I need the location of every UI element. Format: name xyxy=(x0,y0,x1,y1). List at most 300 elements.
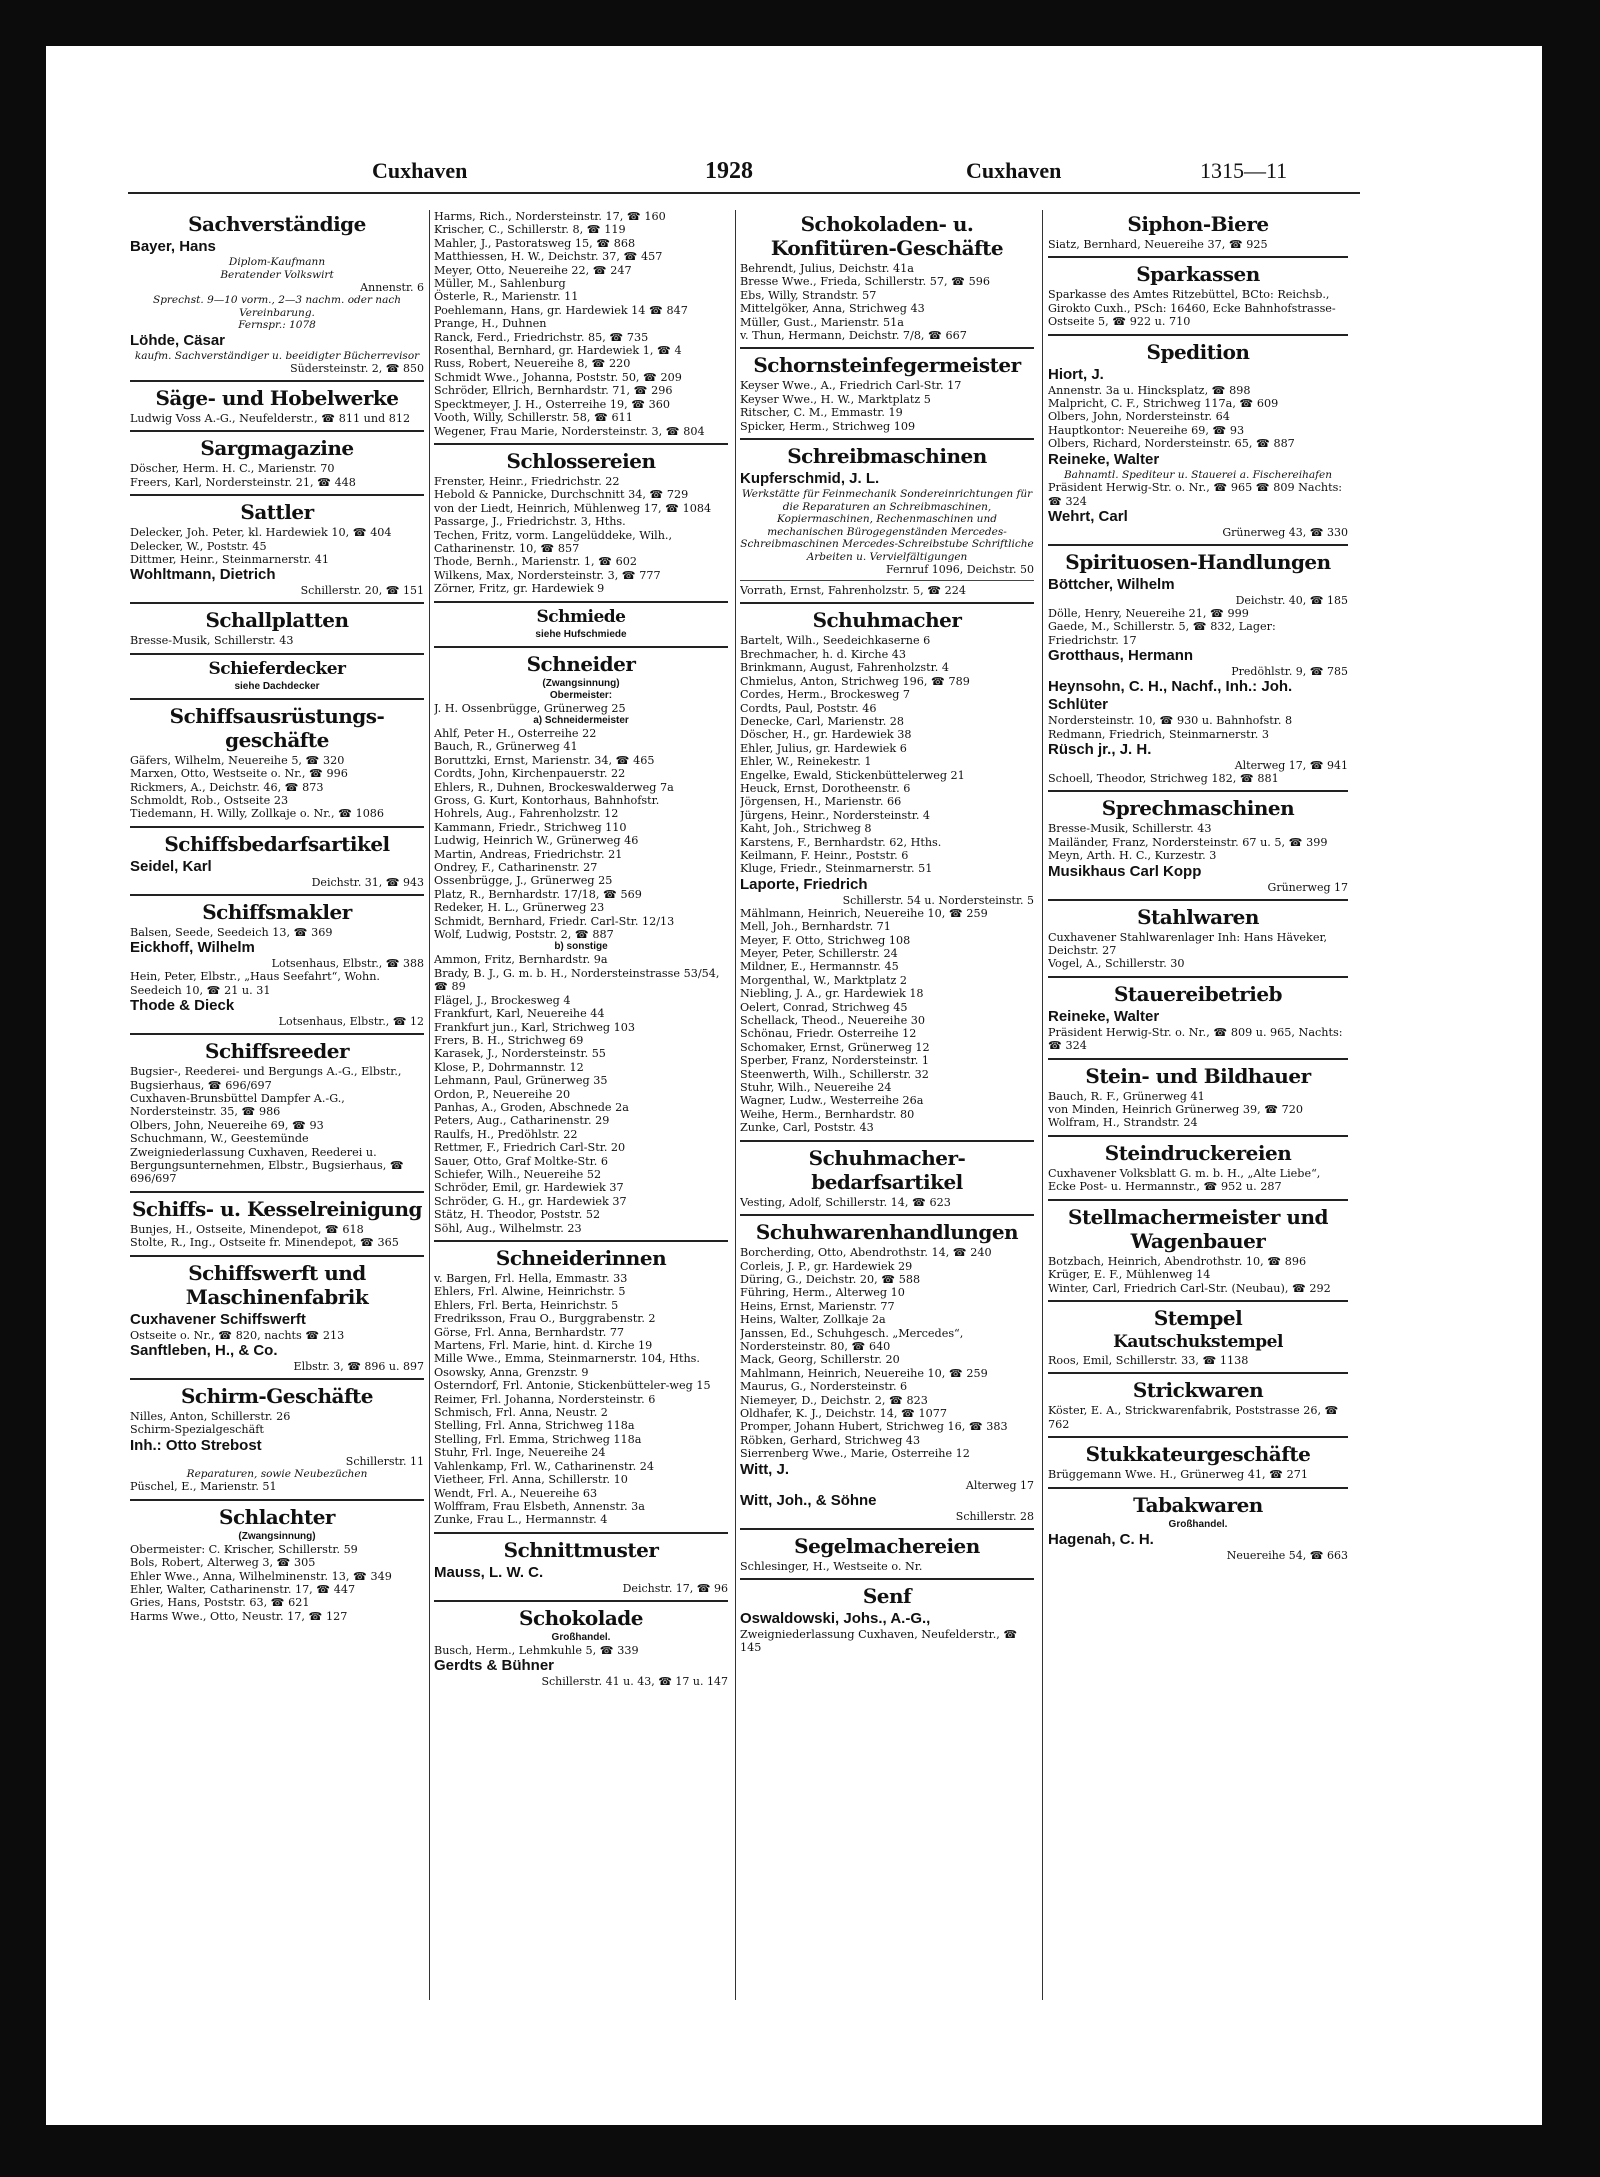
directory-entry: Stelling, Frl. Anna, Strichweg 118a xyxy=(434,1419,635,1433)
directory-entry: Krischer, C., Schillerstr. 8, ☎ 119 xyxy=(434,223,626,237)
section-rule xyxy=(1048,899,1348,901)
section-rule xyxy=(130,380,424,382)
directory-entry: Flägel, J., Brockesweg 4 xyxy=(434,993,571,1007)
directory-entry: v. Bargen, Frl. Hella, Emmastr. 33 xyxy=(434,1272,628,1285)
directory-entry: Ostseite o. Nr., ☎ 820, nachts ☎ 213 xyxy=(130,1328,345,1342)
section-heading: Siphon-Biere xyxy=(1127,212,1269,236)
bold-entry: Löhde, Cäsar xyxy=(130,331,226,349)
entry-address: Alterweg 17 xyxy=(965,1478,1034,1492)
directory-entry: Sierrenberg Wwe., Marie, Osterreihe 12 xyxy=(740,1447,970,1461)
directory-entry: Mell, Joh., Bernhardstr. 71 xyxy=(740,920,891,934)
directory-entry: Mailänder, Franz, Nordersteinstr. 67 u. 5, ☎ 399 xyxy=(1048,835,1328,849)
directory-entry: Matthiessen, H. W., Deichstr. 37, ☎ 457 xyxy=(434,250,663,264)
directory-entry: Cuxhavener Stahlwarenlager Inh: Hans Häveker, Deichstr. 27 xyxy=(1048,930,1328,958)
directory-entry: Chmielus, Anton, Strichweg 196, ☎ 789 xyxy=(740,674,970,688)
directory-entry: Müller, M., Sahlenburg xyxy=(434,277,566,291)
directory-entry: Stuhr, Frl. Inge, Neuereihe 24 xyxy=(434,1446,606,1460)
directory-entry: Niemeyer, D., Deichstr. 2, ☎ 823 xyxy=(740,1393,928,1407)
section-heading: Stahlwaren xyxy=(1137,904,1259,929)
italic-note: Bahnamtl. Spediteur u. Stauerei a. Fischereihafen xyxy=(1063,468,1333,481)
directory-entry: Döscher, Herm. H. C., Marienstr. 70 xyxy=(130,462,335,476)
section-heading: Schlossereien xyxy=(506,448,656,473)
bold-entry: Grotthaus, Hermann xyxy=(1048,647,1194,665)
subheading: (Zwangsinnung) xyxy=(542,677,620,689)
section-heading: Spirituosen-Handlungen xyxy=(1065,549,1331,574)
section-rule xyxy=(1048,1436,1348,1438)
section-heading: Sparkassen xyxy=(1136,262,1260,287)
directory-entry: Bunjes, H., Ostseite, Minendepot, ☎ 618 xyxy=(130,1222,364,1236)
directory-entry: J. H. Ossenbrügge, Grünerweg 25 xyxy=(434,701,626,715)
section-rule xyxy=(130,1191,424,1193)
directory-entry: Cordts, John, Kirchenpauerstr. 22 xyxy=(434,767,626,781)
section-rule xyxy=(130,494,424,496)
directory-entry: Dittmer, Heinr., Steinmarnerstr. 41 xyxy=(130,553,330,567)
section-rule xyxy=(740,1528,1034,1530)
directory-entry: Heuck, Ernst, Dorotheenstr. 6 xyxy=(740,781,911,795)
column-divider xyxy=(429,210,430,2000)
directory-entry: Wegener, Frau Marie, Nordersteinstr. 3, ☎ 804 xyxy=(434,424,705,438)
directory-entry: Olbers, John, Nordersteinstr. 64 xyxy=(1048,410,1230,424)
directory-entry: Stätz, H. Theodor, Poststr. 52 xyxy=(434,1208,601,1222)
directory-entry: Zunke, Carl, Poststr. 43 xyxy=(740,1121,874,1135)
directory-entry: Roos, Emil, Schillerstr. 33, ☎ 1138 xyxy=(1048,1353,1249,1367)
directory-entry: Ehler, Julius, gr. Hardewiek 6 xyxy=(740,741,907,755)
directory-entry: Schirm-Spezialgeschäft xyxy=(130,1423,264,1437)
directory-entry: Wilkens, Max, Nordersteinstr. 3, ☎ 777 xyxy=(434,568,661,582)
italic-note: kaufm. Sachverständiger u. beeidigter Bücherrevisor xyxy=(134,349,420,362)
section-heading: Schiffswerft und Maschinenfabrik xyxy=(185,1260,369,1309)
section-heading: Strickwaren xyxy=(1132,1378,1264,1403)
directory-entry: Schlesinger, H., Westseite o. Nr. xyxy=(740,1559,923,1573)
directory-entry: Osowsky, Anna, Grenzstr. 9 xyxy=(434,1365,589,1379)
column-3 xyxy=(740,210,1034,2010)
directory-entry: Harms, Rich., Nordersteinstr. 17, ☎ 160 xyxy=(434,210,666,223)
directory-entry: Morgenthal, W., Marktplatz 2 xyxy=(740,973,908,987)
bold-entry: Laporte, Friedrich xyxy=(740,875,868,893)
header-rule xyxy=(128,192,1360,194)
directory-entry: Martens, Frl. Marie, hint. d. Kirche 19 xyxy=(434,1339,653,1353)
directory-entry: Vesting, Adolf, Schillerstr. 14, ☎ 623 xyxy=(740,1195,951,1209)
directory-entry: Olbers, Richard, Nordersteinstr. 65, ☎ 887 xyxy=(1048,437,1295,451)
section-rule xyxy=(130,1378,424,1380)
section-rule xyxy=(130,894,424,896)
section-rule xyxy=(740,1214,1034,1216)
column-divider xyxy=(735,210,736,2000)
section-heading: Schiffsausrüstungs-geschäfte xyxy=(169,703,385,752)
bold-entry: Gerdts & Bühner xyxy=(434,1657,555,1675)
entry-address: Grünerweg 43, ☎ 330 xyxy=(1222,525,1348,539)
directory-entry: Gross, G. Kurt, Kontorhaus, Bahnhofstr. xyxy=(434,794,660,807)
directory-entry: Hohrels, Aug., Fahrenholzstr. 12 xyxy=(434,807,619,821)
directory-entry: Prange, H., Duhnen xyxy=(434,317,547,331)
subheading: siehe Hufschmiede xyxy=(535,628,627,640)
section-heading: Tabakwaren xyxy=(1133,1492,1263,1517)
directory-entry: Specktmeyer, J. H., Osterreihe 19, ☎ 360 xyxy=(434,397,671,411)
section-heading: Schirm-Geschäfte xyxy=(180,1383,374,1408)
bold-entry: Thode & Dieck xyxy=(130,997,235,1015)
italic-note: Werkstätte für Feinmechanik Sondereinrichtungen für die Reparaturen an Schreibmaschinen, Kopiermaschinen, Rechenmaschinen und mechanischen Bürogegenständen Mercedes-Schreibmaschinen Mercedes-Schreibstube Schriftliche Arbeiten u. Vervielfältigungen xyxy=(740,488,1034,563)
directory-entry: Döscher, H., gr. Hardewiek 38 xyxy=(740,728,912,742)
directory-entry: Karstens, F., Bernhardstr. 62, Hths. xyxy=(740,835,942,849)
section-rule xyxy=(130,430,424,432)
directory-entry: Janssen, Ed., Schuhgesch. „Mercedes“, Nordersteinstr. 80, ☎ 640 xyxy=(740,1326,964,1353)
directory-entry: Keyser Wwe., A., Friedrich Carl-Str. 17 xyxy=(740,379,962,393)
directory-entry: Techen, Fritz, vorm. Langelüddeke, Wilh., Catharinenstr. 10, ☎ 857 xyxy=(434,528,673,555)
section-heading: Senf xyxy=(862,1584,912,1608)
bold-entry: Seidel, Karl xyxy=(130,857,212,875)
section-heading: Schneiderinnen xyxy=(495,1246,667,1270)
directory-entry: Botzbach, Heinrich, Abendrothstr. 10, ☎ 896 xyxy=(1048,1254,1307,1268)
directory-entry: Bauch, R., Grünerweg 41 xyxy=(434,740,578,754)
section-heading: Schuhwarenhandlungen xyxy=(755,1220,1019,1245)
section-rule xyxy=(1048,544,1348,546)
section-rule xyxy=(740,347,1034,349)
section-rule xyxy=(1048,1300,1348,1302)
directory-entry: Stuhr, Wilh., Neuereihe 24 xyxy=(740,1081,892,1095)
section-heading: Schuhmacher xyxy=(812,608,962,633)
directory-entry: Corleis, J. P., gr. Hardewiek 29 xyxy=(740,1259,913,1273)
directory-entry: Schröder, Emil, gr. Hardewiek 37 xyxy=(434,1181,624,1195)
section-heading: Steindruckereien xyxy=(1104,1140,1292,1165)
directory-entry: Ehlers, Frl. Berta, Heinrichstr. 5 xyxy=(434,1298,619,1312)
directory-entry: Nordersteinstr. 10, ☎ 930 u. Bahnhofstr. 8 xyxy=(1048,714,1293,728)
entry-address: Neuereihe 54, ☎ 663 xyxy=(1226,1548,1348,1562)
header-year: 1928 xyxy=(705,158,753,184)
bold-entry: Reineke, Walter xyxy=(1048,450,1160,468)
directory-entry: Bresse-Musik, Schillerstr. 43 xyxy=(130,634,294,648)
subheading: (Zwangsinnung) xyxy=(238,1530,316,1542)
bold-entry: Hiort, J. xyxy=(1048,365,1104,383)
section-heading: Schokolade xyxy=(519,1605,643,1630)
section-rule xyxy=(740,438,1034,440)
entry-address: Deichstr. 31, ☎ 943 xyxy=(311,875,424,889)
italic-note: Beratender Volkswirt xyxy=(220,268,334,281)
column-divider xyxy=(1042,210,1043,2000)
directory-entry: Frankfurt, Karl, Neuereihe 44 xyxy=(434,1007,605,1021)
section-heading: Sprechmaschinen xyxy=(1101,796,1295,821)
section-rule xyxy=(1048,1058,1348,1060)
directory-entry: Meyer, F. Otto, Strichweg 108 xyxy=(740,933,911,947)
directory-entry: Ossenbrügge, J., Grünerweg 25 xyxy=(434,874,613,888)
subheading: a) Schneidermeister xyxy=(533,714,629,726)
directory-entry: Stelling, Frl. Emma, Strichweg 118a xyxy=(434,1432,642,1446)
directory-entry: Köster, E. A., Strickwarenfabrik, Poststrasse 26, ☎ 762 xyxy=(1048,1404,1339,1431)
directory-entry: Schmidt Wwe., Johanna, Poststr. 50, ☎ 209 xyxy=(434,370,682,384)
section-rule xyxy=(434,646,728,648)
directory-entry: Vooth, Willy, Schillerstr. 58, ☎ 611 xyxy=(434,411,633,425)
entry-address: Deichstr. 40, ☎ 185 xyxy=(1235,593,1348,607)
directory-entry: Frenster, Heinr., Friedrichstr. 22 xyxy=(434,474,620,488)
section-heading: Stein- und Bildhauer xyxy=(1085,1063,1311,1088)
scan-border-top xyxy=(0,0,1600,46)
directory-entry: Gaede, M., Schillerstr. 5, ☎ 832, Lager: Friedrichstr. 17 xyxy=(1048,620,1276,647)
directory-entry: Behrendt, Julius, Deichstr. 41a xyxy=(740,262,914,275)
directory-entry: Nilles, Anton, Schillerstr. 26 xyxy=(130,1409,291,1423)
entry-address: Deichstr. 17, ☎ 96 xyxy=(622,1581,728,1595)
section-heading: Schiffs- u. Kesselreinigung xyxy=(131,1196,422,1221)
section-rule xyxy=(130,826,424,828)
directory-entry: Meyer, Otto, Neuereihe 22, ☎ 247 xyxy=(434,263,632,277)
section-heading: Schieferdecker xyxy=(208,658,346,679)
directory-entry: Malpricht, C. F., Strichweg 117a, ☎ 609 xyxy=(1048,397,1279,411)
entry-address: Alterweg 17, ☎ 941 xyxy=(1234,759,1348,772)
directory-entry: Delecker, Joh. Peter, kl. Hardewiek 10, ☎ 404 xyxy=(130,526,392,540)
entry-address: Elbstr. 3, ☎ 896 u. 897 xyxy=(293,1359,424,1373)
bold-entry: Böttcher, Wilhelm xyxy=(1048,575,1175,593)
directory-entry: Busch, Herm., Lehmkuhle 5, ☎ 339 xyxy=(434,1643,639,1657)
directory-entry: Wolfram, H., Strandstr. 24 xyxy=(1048,1116,1198,1130)
column-2 xyxy=(434,210,728,2010)
section-heading: Säge- und Hobelwerke xyxy=(155,386,399,410)
directory-entry: Freers, Karl, Nordersteinstr. 21, ☎ 448 xyxy=(130,475,356,489)
section-rule xyxy=(1048,1199,1348,1201)
section-heading: Stauereibetrieb xyxy=(1113,981,1283,1006)
directory-entry: Vietheer, Frl. Anna, Schillerstr. 10 xyxy=(434,1473,628,1487)
directory-entry: v. Thun, Hermann, Deichstr. 7/8, ☎ 667 xyxy=(740,329,967,343)
directory-entry: Düring, G., Deichstr. 20, ☎ 588 xyxy=(740,1272,921,1286)
bold-entry: Inh.: Otto Strebost xyxy=(130,1436,262,1454)
entry-rule xyxy=(740,580,1034,581)
directory-entry: Sauer, Otto, Graf Moltke-Str. 6 xyxy=(434,1154,609,1168)
directory-entry: Führing, Herm., Alterweg 10 xyxy=(740,1286,905,1300)
section-rule xyxy=(740,1140,1034,1142)
directory-entry: Vorrath, Ernst, Fahrenholzstr. 5, ☎ 224 xyxy=(740,584,967,598)
section-rule xyxy=(434,1600,728,1602)
directory-entry: Rettmer, F., Friedrich Carl-Str. 20 xyxy=(434,1141,626,1155)
section-heading: Schmiede xyxy=(536,606,626,627)
directory-entry: Wendt, Frl. A., Neuereihe 63 xyxy=(434,1486,598,1500)
directory-entry: Mählmann, Heinrich, Neuereihe 10, ☎ 259 xyxy=(740,906,988,920)
directory-entry: Ritscher, C. M., Emmastr. 19 xyxy=(740,406,903,420)
bold-entry: Eickhoff, Wilhelm xyxy=(130,939,255,957)
subheading: Obermeister: xyxy=(549,689,613,701)
directory-entry: Winter, Carl, Friedrich Carl-Str. (Neubau), ☎ 292 xyxy=(1048,1281,1331,1295)
directory-entry: Jörgensen, H., Marienstr. 66 xyxy=(740,795,902,809)
directory-entry: Österle, R., Marienstr. 11 xyxy=(434,290,579,304)
directory-entry: Martin, Andreas, Friedrichstr. 21 xyxy=(434,847,623,861)
directory-entry: Krüger, E. F., Mühlenweg 14 xyxy=(1048,1268,1211,1282)
directory-entry: Siatz, Bernhard, Neuereihe 37, ☎ 925 xyxy=(1048,238,1268,251)
entry-address: Lotsenhaus, Elbstr., ☎ 388 xyxy=(271,957,424,971)
directory-entry: Marxen, Otto, Westseite o. Nr., ☎ 996 xyxy=(130,767,348,781)
directory-entry: Görse, Frl. Anna, Bernhardstr. 77 xyxy=(434,1325,625,1339)
directory-entry: Ehler Wwe., Anna, Wilhelminenstr. 13, ☎ 349 xyxy=(130,1569,392,1583)
section-rule xyxy=(1048,256,1348,258)
section-rule xyxy=(1048,334,1348,336)
directory-entry: Kammann, Friedr., Strichweg 110 xyxy=(434,820,627,834)
directory-entry: Meyn, Arth. H. C., Kurzestr. 3 xyxy=(1048,849,1217,863)
bold-entry: Oswaldowski, Johs., A.-G., xyxy=(740,1610,931,1627)
entry-address: Schillerstr. 20, ☎ 151 xyxy=(300,584,424,598)
directory-entry: Balsen, Seede, Seedeich 13, ☎ 369 xyxy=(130,925,333,939)
directory-entry: Peters, Aug., Catharinenstr. 29 xyxy=(434,1114,610,1128)
directory-entry: Ordon, P., Neuereihe 20 xyxy=(434,1087,571,1101)
directory-entry: Rickmers, A., Deichstr. 46, ☎ 873 xyxy=(130,780,324,794)
section-rule xyxy=(130,1255,424,1257)
bold-entry: Bayer, Hans xyxy=(130,238,216,255)
directory-entry: Russ, Robert, Neuereihe 8, ☎ 220 xyxy=(434,357,631,371)
directory-entry: Sperber, Franz, Nordersteinstr. 1 xyxy=(740,1054,930,1068)
directory-entry: Brinkmann, August, Fahrenholzstr. 4 xyxy=(740,661,949,675)
directory-entry: Ehlers, Frl. Alwine, Heinrichstr. 5 xyxy=(434,1285,626,1299)
directory-entry: Cuxhaven-Brunsbüttel Dampfer A.-G., Nordersteinstr. 35, ☎ 986 xyxy=(130,1091,345,1119)
section-rule xyxy=(130,698,424,700)
italic-note: Reparaturen, sowie Neubezüchen xyxy=(186,1467,368,1480)
directory-entry: Niebling, J. A., gr. Hardewiek 18 xyxy=(740,987,924,1001)
directory-entry: Panhas, A., Groden, Abschnede 2a xyxy=(434,1100,629,1114)
directory-entry: Bartelt, Wilh., Seedeichkaserne 6 xyxy=(740,634,931,648)
directory-entry: Oldhafer, K. J., Deichstr. 14, ☎ 1077 xyxy=(740,1406,947,1420)
directory-entry: Brechmacher, h. d. Kirche 43 xyxy=(740,647,907,661)
bold-entry: Reineke, Walter xyxy=(1048,1007,1160,1025)
directory-entry: Bresse Wwe., Frieda, Schillerstr. 57, ☎ 596 xyxy=(740,275,990,289)
directory-entry: Oelert, Conrad, Strichweg 45 xyxy=(740,1000,908,1014)
directory-entry: Mack, Georg, Schillerstr. 20 xyxy=(740,1353,900,1367)
header-city-left: Cuxhaven xyxy=(372,158,468,183)
entry-address: Predöhlstr. 9, ☎ 785 xyxy=(1231,665,1348,679)
directory-entry: Frers, B. H., Strichweg 69 xyxy=(434,1033,584,1047)
directory-entry: Söhl, Aug., Wilhelmstr. 23 xyxy=(434,1221,582,1235)
section-rule xyxy=(130,1033,424,1035)
bold-entry: Cuxhavener Schiffswerft xyxy=(130,1310,306,1328)
section-heading: Schallplatten xyxy=(205,608,349,633)
directory-entry: Denecke, Carl, Marienstr. 28 xyxy=(740,714,905,728)
directory-entry: Mildner, E., Hermannstr. 45 xyxy=(740,960,899,974)
directory-entry: Passarge, J., Friedrichstr. 3, Hths. xyxy=(434,515,626,529)
section-heading: Schiffsreeder xyxy=(205,1039,349,1064)
entry-address: Lotsenhaus, Elbstr., ☎ 12 xyxy=(278,1015,424,1029)
directory-entry: Karasek, J., Nordersteinstr. 55 xyxy=(434,1047,606,1061)
entry-address: Südersteinstr. 2, ☎ 850 xyxy=(290,362,424,375)
directory-entry: Maurus, G., Nordersteinstr. 6 xyxy=(740,1380,908,1394)
bold-entry: Mauss, L. W. C. xyxy=(434,1563,544,1581)
directory-entry: Redmann, Friedrich, Steinmarnerstr. 3 xyxy=(1048,727,1269,741)
directory-entry: Dölle, Henry, Neuereihe 21, ☎ 999 xyxy=(1048,606,1249,620)
section-heading: Stukkateurgeschäfte xyxy=(1085,1442,1311,1467)
directory-entry: Schmoldt, Rob., Ostseite 23 xyxy=(130,794,289,808)
section-rule xyxy=(434,601,728,603)
entry-address: Annenstr. 6 xyxy=(360,281,424,294)
section-rule xyxy=(1048,1135,1348,1137)
section-heading: Schornsteinfegermeister xyxy=(753,353,1021,378)
section-heading: Schokoladen- u. Konfitüren-Geschäfte xyxy=(770,212,1004,260)
directory-entry: Schomaker, Ernst, Grünerweg 12 xyxy=(740,1040,930,1054)
directory-entry: Ehler, W., Reinekestr. 1 xyxy=(740,755,872,769)
directory-entry: Annenstr. 3a u. Hincksplatz, ☎ 898 xyxy=(1048,383,1251,397)
section-rule xyxy=(130,602,424,604)
bold-entry: Sanftleben, H., & Co. xyxy=(130,1341,278,1359)
header-page-number: 1315—11 xyxy=(1200,158,1288,183)
directory-page xyxy=(100,140,1360,2010)
directory-entry: Thode, Bernh., Marienstr. 1, ☎ 602 xyxy=(434,555,637,569)
entry-address: Fernruf 1096, Deichstr. 50 xyxy=(886,563,1034,577)
directory-entry: Gäfers, Wilhelm, Neuereihe 5, ☎ 320 xyxy=(130,753,345,767)
directory-entry: Präsident Herwig-Str. o. Nr., ☎ 965 ☎ 809 Nachts: ☎ 324 xyxy=(1048,481,1343,508)
directory-entry: Bols, Robert, Alterweg 3, ☎ 305 xyxy=(130,1556,316,1570)
directory-entry: Olbers, John, Neuereihe 69, ☎ 93 xyxy=(130,1118,324,1132)
directory-entry: Weihe, Herm., Bernhardstr. 80 xyxy=(740,1107,915,1121)
bold-entry: Witt, J. xyxy=(740,1460,790,1478)
directory-entry: Gries, Hans, Poststr. 63, ☎ 621 xyxy=(130,1596,310,1610)
entry-address: Schillerstr. 11 xyxy=(345,1454,424,1468)
directory-entry: Kluge, Friedr., Steinmarnerstr. 51 xyxy=(740,862,933,876)
directory-entry: Wagner, Ludw., Westerreihe 26a xyxy=(740,1094,924,1108)
directory-entry: Hebold & Pannicke, Durchschnitt 34, ☎ 729 xyxy=(434,488,689,502)
italic-note: Diplom-Kaufmann xyxy=(228,256,326,268)
subheading: b) sonstige xyxy=(554,941,608,953)
directory-entry: Cordts, Paul, Poststr. 46 xyxy=(740,701,877,715)
directory-entry: Ludwig, Heinrich W., Grünerweg 46 xyxy=(434,834,639,848)
italic-note: Sprechst. 9—10 vorm., 2—3 nachm. oder nach Vereinbarung. xyxy=(153,294,401,319)
directory-entry: Präsident Herwig-Str. o. Nr., ☎ 809 u. 965, Nachts: ☎ 324 xyxy=(1048,1025,1343,1053)
directory-entry: Kaht, Joh., Strichweg 8 xyxy=(740,822,872,836)
section-heading: Kautschukstempel xyxy=(1113,1331,1283,1352)
directory-entry: Keilmann, F. Heinr., Poststr. 6 xyxy=(740,848,909,862)
directory-entry: Wolffram, Frau Elsbeth, Annenstr. 3a xyxy=(434,1499,645,1513)
directory-entry: Borcherding, Otto, Abendrothstr. 14, ☎ 240 xyxy=(740,1246,992,1260)
section-rule xyxy=(1048,790,1348,792)
directory-entry: Hein, Peter, Elbstr., „Haus Seefahrt“, Wohn. Seedeich 10, ☎ 21 u. 31 xyxy=(130,970,380,997)
directory-entry: Cordes, Herm., Brockesweg 7 xyxy=(740,688,911,702)
bold-entry: Witt, Joh., & Söhne xyxy=(740,1491,877,1509)
directory-entry: Schellack, Theod., Neuereihe 30 xyxy=(740,1014,925,1028)
directory-entry: Sparkasse des Amtes Ritzebüttel, BCto: Reichsb., Girokto Cuxh., PSch: 16460, Ecke Bahnhofstrasse-Ostseite 5, ☎ 922 u. 710 xyxy=(1048,288,1336,329)
section-heading: Spedition xyxy=(1146,339,1250,364)
directory-entry: von Minden, Heinrich Grünerweg 39, ☎ 720 xyxy=(1048,1103,1304,1117)
section-heading: Schneider xyxy=(526,651,636,676)
column-4 xyxy=(1048,210,1348,2010)
subheading: siehe Dachdecker xyxy=(234,680,320,692)
directory-entry: Püschel, E., Marienstr. 51 xyxy=(130,1480,277,1494)
scan-border-bottom xyxy=(0,2125,1600,2177)
section-rule xyxy=(1048,976,1348,978)
directory-entry: Schröder, Ellrich, Bernhardstr. 71, ☎ 296 xyxy=(434,384,673,398)
section-rule xyxy=(130,653,424,655)
directory-entry: Redeker, H. L., Grünerweg 23 xyxy=(434,901,605,915)
section-rule xyxy=(740,1578,1034,1580)
directory-entry: Spicker, Herm., Strichweg 109 xyxy=(740,419,916,433)
section-heading: Sachverständige xyxy=(188,212,366,236)
section-heading: Sattler xyxy=(240,500,314,525)
directory-entry: Ahlf, Peter H., Osterreihe 22 xyxy=(434,726,597,740)
directory-entry: Schönau, Friedr. Osterreihe 12 xyxy=(740,1027,917,1041)
entry-address: Grünerweg 17 xyxy=(1267,880,1348,894)
directory-entry: Frankfurt jun., Karl, Strichweg 103 xyxy=(434,1020,635,1034)
directory-entry: Poehlemann, Hans, gr. Hardewiek 14 ☎ 847 xyxy=(434,303,688,317)
section-rule xyxy=(434,443,728,445)
directory-entry: Keyser Wwe., H. W., Marktplatz 5 xyxy=(740,392,931,406)
entry-address: Schillerstr. 41 u. 43, ☎ 17 u. 147 xyxy=(541,1675,728,1689)
directory-entry: Ludwig Voss A.-G., Neufelderstr., ☎ 811 und 812 xyxy=(130,412,411,425)
directory-entry: Meyer, Peter, Schillerstr. 24 xyxy=(740,947,898,960)
directory-entry: Schmisch, Frl. Anna, Neustr. 2 xyxy=(434,1406,608,1420)
directory-entry: Ehler, Walter, Catharinenstr. 17, ☎ 447 xyxy=(130,1582,356,1596)
section-rule xyxy=(130,1499,424,1501)
directory-entry: Stolte, R., Ing., Ostseite fr. Minendepot, ☎ 365 xyxy=(130,1236,399,1250)
italic-note: Fernspr.: 1078 xyxy=(238,319,316,331)
directory-entry: Ranck, Ferd., Friedrichstr. 85, ☎ 735 xyxy=(434,330,649,344)
directory-entry: Fredriksson, Frau O., Burggrabenstr. 2 xyxy=(434,1312,656,1326)
section-heading: Schiffsbedarfsartikel xyxy=(164,831,390,856)
directory-entry: Vahlenkamp, Frl. W., Catharinenstr. 24 xyxy=(434,1459,654,1473)
directory-entry: Bugsier-, Reederei- und Bergungs A.-G., Elbstr., Bugsierhaus, ☎ 696/697 xyxy=(130,1065,402,1092)
section-heading: Sargmagazine xyxy=(200,436,354,461)
section-rule xyxy=(1048,1372,1348,1374)
directory-entry: Delecker, W., Poststr. 45 xyxy=(130,539,267,553)
directory-entry: Cuxhavener Volksblatt G. m. b. H., „Alte Liebe“, Ecke Post- u. Hermannstr., ☎ 952 u. 287 xyxy=(1048,1166,1321,1194)
directory-entry: Lehmann, Paul, Grünerweg 35 xyxy=(434,1074,608,1088)
directory-entry: Schmidt, Bernhard, Friedr. Carl-Str. 12/13 xyxy=(434,914,675,928)
